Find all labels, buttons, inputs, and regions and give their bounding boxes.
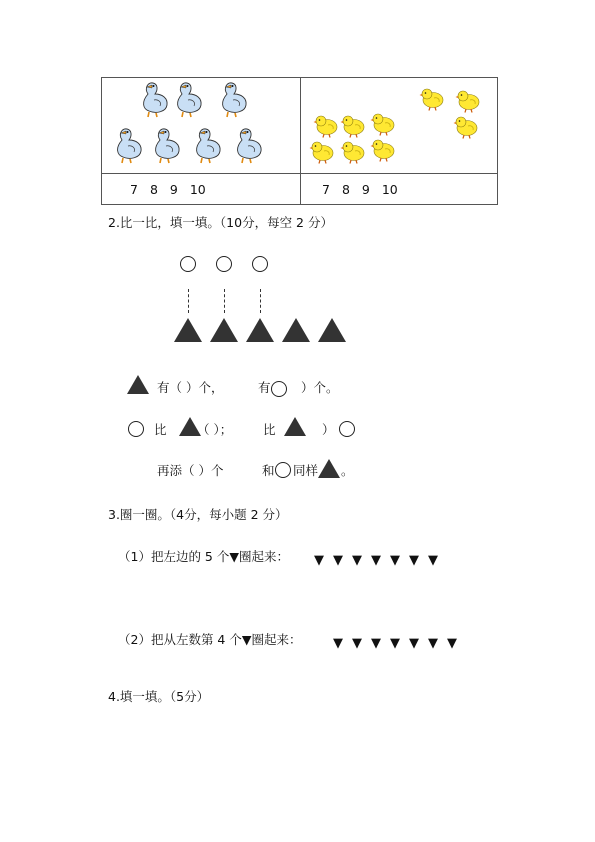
circle-icon: [252, 256, 268, 272]
chick-icon: [419, 87, 445, 115]
blank-line-3b: 和: [262, 463, 275, 478]
triangle-icon: [282, 318, 310, 342]
circle-icon: [339, 421, 355, 437]
triangle-icon: [318, 459, 340, 478]
down-triangle-mark[interactable]: ▼: [409, 553, 419, 568]
chick-icon: [309, 140, 335, 168]
chick-icon: [340, 114, 366, 142]
chick-icon: [370, 112, 396, 140]
blank-line-1a: 有（ ）个，: [157, 380, 224, 395]
circle-icon: [275, 462, 291, 478]
blank-line-1c: ）个。: [301, 380, 339, 395]
down-triangle-mark[interactable]: ▼: [447, 636, 457, 651]
down-triangle-mark[interactable]: ▼: [428, 636, 438, 651]
duck-icon: [150, 126, 182, 168]
down-triangle-mark[interactable]: ▼: [409, 636, 419, 651]
down-triangle-mark[interactable]: ▼: [371, 636, 381, 651]
question-2-title: 2.比一比，填一填。（10分，每空 2 分）: [108, 215, 333, 230]
chick-icon: [370, 138, 396, 166]
duck-icon: [191, 126, 223, 168]
chick-icon: [453, 115, 479, 143]
duck-icon: [112, 126, 144, 168]
number-option: 7: [130, 182, 138, 197]
blank-line-3c: 同样: [293, 463, 319, 478]
chick-icon: [340, 140, 366, 168]
blank-line-3d: 。: [341, 463, 354, 478]
marks-row-2: [333, 632, 466, 651]
left-number-row: [130, 184, 218, 197]
duck-icon: [217, 80, 249, 122]
down-triangle-mark[interactable]: ▼: [390, 553, 400, 568]
match-line: [260, 289, 261, 313]
number-option: 10: [381, 182, 398, 197]
right-number-row: [322, 184, 410, 197]
triangle-icon: [174, 318, 202, 342]
circle-icon: [128, 421, 144, 437]
question-4-title: 4.填一填。（5分）: [108, 689, 210, 704]
circle-icon: [271, 381, 287, 397]
blank-line-2d: ）: [322, 422, 335, 437]
number-option: 8: [341, 182, 350, 197]
circle-icon: [180, 256, 196, 272]
marks-row-1: [314, 549, 447, 568]
number-option: 8: [149, 182, 158, 197]
match-line: [188, 289, 189, 313]
circle-icon: [216, 256, 232, 272]
blank-line-3a: 再添（ ）个: [157, 463, 224, 478]
number-option: 9: [169, 182, 178, 197]
number-option: 9: [361, 182, 370, 197]
triangle-icon: [318, 318, 346, 342]
down-triangle-mark[interactable]: ▼: [371, 553, 381, 568]
duck-icon: [232, 126, 264, 168]
question-3-title: 3.圈一圈。（4分，每小题 2 分）: [108, 507, 288, 522]
down-triangle-mark[interactable]: ▼: [352, 553, 362, 568]
down-triangle-mark[interactable]: ▼: [314, 553, 324, 568]
duck-icon: [172, 80, 204, 122]
number-option: 7: [322, 182, 330, 197]
triangle-icon: [127, 375, 149, 394]
triangle-icon: [210, 318, 238, 342]
triangle-icon: [284, 417, 306, 436]
question-3-item-1: （1）把左边的 5 个▼圈起来：: [118, 549, 289, 564]
down-triangle-mark[interactable]: ▼: [390, 636, 400, 651]
down-triangle-mark[interactable]: ▼: [333, 636, 343, 651]
blank-line-2b: （ ）；: [197, 422, 233, 437]
match-line: [224, 289, 225, 313]
triangle-icon: [246, 318, 274, 342]
chick-icon: [455, 89, 481, 117]
blank-line-2a: 比: [154, 422, 167, 437]
down-triangle-mark[interactable]: ▼: [333, 553, 343, 568]
blank-line-1b: 有: [258, 380, 271, 395]
question-3-item-2: （2）把从左数第 4 个▼圈起来：: [118, 632, 302, 647]
chick-icon: [313, 114, 339, 142]
blank-line-2c: 比: [263, 422, 276, 437]
number-option: 10: [189, 182, 206, 197]
down-triangle-mark[interactable]: ▼: [428, 553, 438, 568]
down-triangle-mark[interactable]: ▼: [352, 636, 362, 651]
duck-icon: [138, 80, 170, 122]
